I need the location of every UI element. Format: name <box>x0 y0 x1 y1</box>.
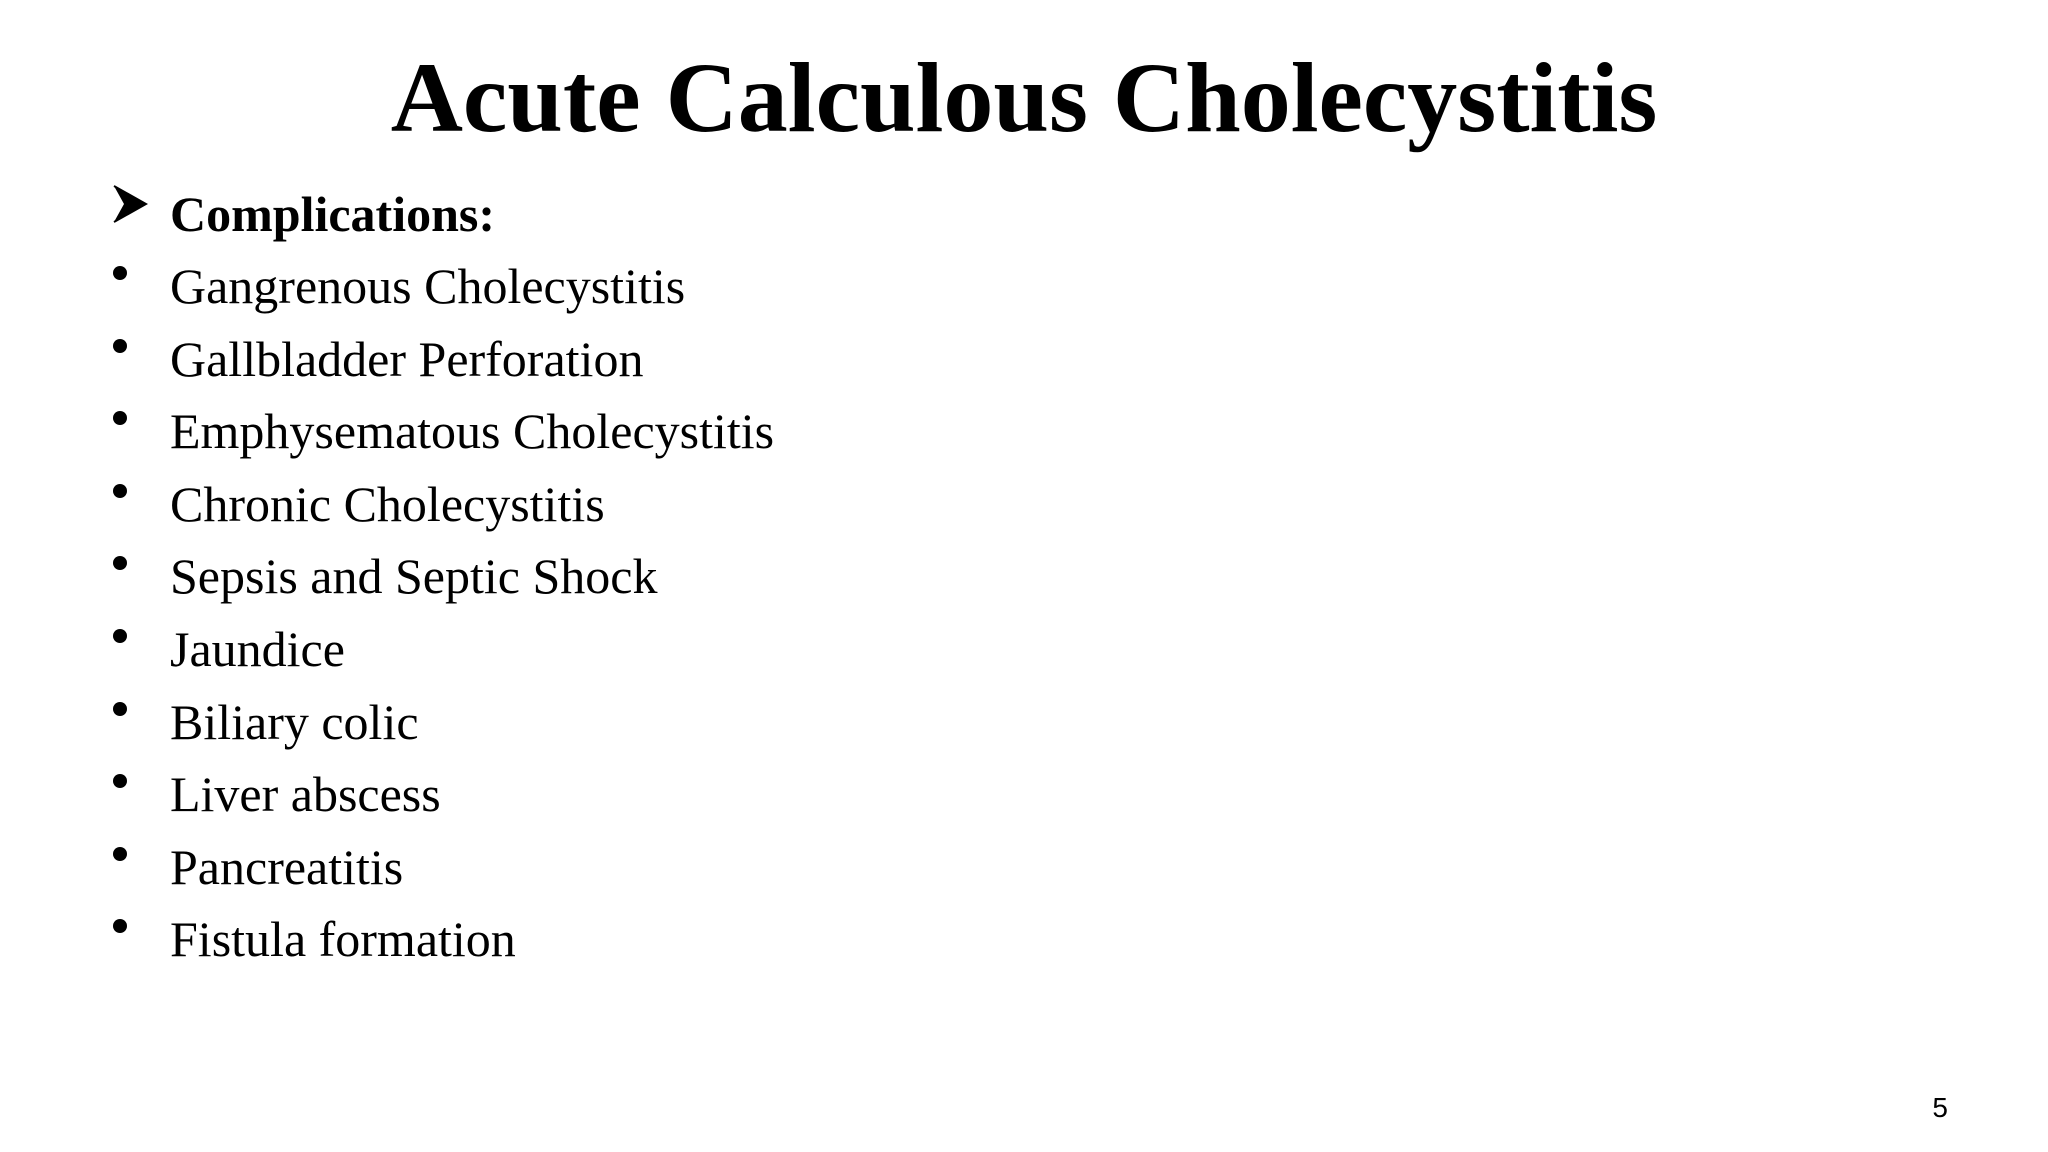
bullet-icon <box>113 774 127 788</box>
list-item <box>108 252 1908 325</box>
page-number: 5 <box>1932 1092 1948 1123</box>
list-item <box>108 397 1908 470</box>
bullet-icon <box>113 847 127 861</box>
section-heading <box>108 180 1908 252</box>
bullet-icon <box>113 629 127 643</box>
bullet-icon <box>113 484 127 498</box>
bullet-icon <box>113 702 127 716</box>
list-item-text: Jaundice <box>170 620 345 677</box>
list-item-text: Fistula formation <box>170 911 516 968</box>
bullet-icon <box>113 266 127 280</box>
list-item <box>108 833 1908 906</box>
list-item-text: Gallbladder Perforation <box>170 330 644 387</box>
bullet-icon <box>113 556 127 570</box>
list-item <box>108 542 1908 615</box>
arrow-bullet-icon <box>112 184 148 224</box>
list-item-text: Gangrenous Cholecystitis <box>170 258 686 314</box>
slide-title: Acute Calculous Cholecystitis <box>390 42 1658 153</box>
bullet-icon <box>113 339 127 353</box>
bullet-icon <box>113 411 127 425</box>
list-item-text: Chronic Cholecystitis <box>170 475 605 532</box>
bullet-icon <box>113 919 127 933</box>
list-item-text: Biliary colic <box>170 693 419 750</box>
list-item-text: Emphysematous Cholecystitis <box>170 403 775 460</box>
section-heading-text: Complications: <box>170 186 495 242</box>
slide-content <box>108 180 1908 978</box>
list-item <box>108 615 1908 688</box>
list-item-text: Pancreatitis <box>170 838 404 895</box>
list-item <box>108 688 1908 761</box>
list-item-text: Sepsis and Septic Shock <box>170 548 658 605</box>
list-item <box>108 760 1908 833</box>
complications-list <box>108 252 1908 978</box>
list-item-text: Liver abscess <box>170 766 441 823</box>
list-item <box>108 905 1908 978</box>
list-item <box>108 470 1908 543</box>
list-item <box>108 325 1908 398</box>
